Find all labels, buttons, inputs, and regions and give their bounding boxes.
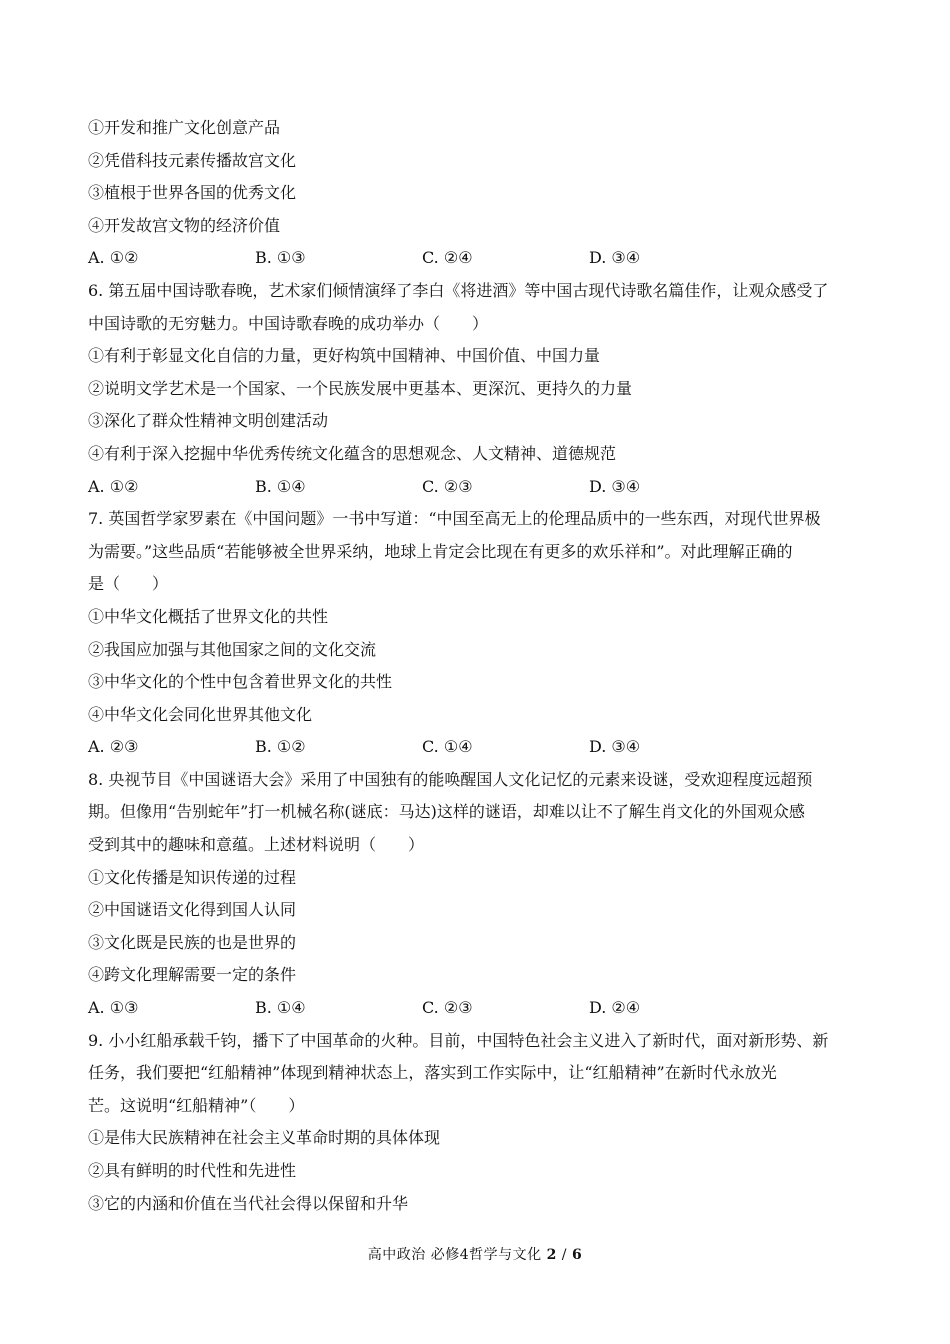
question-7 xyxy=(88,503,860,764)
question-6 xyxy=(88,275,860,503)
question-stem-line: 为需要。”这些品质“若能够被全世界采纳，地球上肯定会比现在有更多的欢乐祥和”。对此理解正确的 xyxy=(88,541,793,561)
footer-course: 高中政治 必修4哲学与文化 xyxy=(367,1247,542,1263)
option-d: D. ③④ xyxy=(589,476,641,496)
question-8 xyxy=(88,764,860,1025)
statement-2: ②说明文学艺术是一个国家、一个民族发展中更基本、更深沉、更持久的力量 xyxy=(88,378,633,398)
statement-1: ①有利于彰显文化自信的力量，更好构筑中国精神、中国价值、中国力量 xyxy=(88,346,601,366)
statement-1: ①是伟大民族精神在社会主义革命时期的具体体现 xyxy=(88,1128,441,1148)
statement-2: ②具有鲜明的时代性和先进性 xyxy=(88,1161,297,1180)
question-stem-line: 7. 英国哲学家罗素在《中国问题》一书中写道：“中国至高无上的伦理品质中的一些东西，对现代世界极 xyxy=(88,509,821,529)
question-stem-line: 芒。这说明“红船精神”（ ） xyxy=(88,1095,305,1115)
footer-page-total: 6 xyxy=(571,1247,583,1263)
statement-3: ③深化了群众性精神文明创建活动 xyxy=(88,411,329,431)
statement-2: ②我国应加强与其他国家之间的文化交流 xyxy=(88,639,377,659)
question-stem-line: 中国诗歌的无穷魅力。中国诗歌春晚的成功举办（ ） xyxy=(88,313,489,333)
question-stem-line: 8. 央视节目《中国谜语大会》采用了中国独有的能唤醒国人文化记忆的元素来设谜，受欢迎程度远超预 xyxy=(88,769,813,789)
option-b: B. ①③ xyxy=(255,248,306,268)
option-c: C. ①④ xyxy=(422,737,473,757)
question-stem-line: 受到其中的趣味和意蕴。上述材料说明（ ） xyxy=(88,835,425,855)
statement-3: ③文化既是民族的也是世界的 xyxy=(88,932,297,952)
option-d: D. ③④ xyxy=(589,248,641,268)
option-a: A. ①② xyxy=(88,248,139,268)
question-stem-line: 是（ ） xyxy=(88,574,169,594)
option-d: D. ③④ xyxy=(589,737,641,757)
option-b: B. ①④ xyxy=(255,476,306,496)
option-a: A. ①③ xyxy=(88,998,139,1018)
statement-2: ②中国谜语文化得到国人认同 xyxy=(88,900,297,920)
statement-4: ④有利于深入挖掘中华优秀传统文化蕴含的思想观念、人文精神、道德规范 xyxy=(88,443,617,463)
statement-4: ④中华文化会同化世界其他文化 xyxy=(88,704,313,724)
answer-options xyxy=(88,731,860,764)
question-stem-line: 期。但像用“告别蛇年”打一机械名称(谜底：马达)这样的谜语，却难以让不了解生肖文化的外国观众感 xyxy=(88,802,805,822)
question-stem-line: 任务，我们要把“红船精神”体现到精神状态上，落实到工作实际中，让“红船精神”在新时代永放光 xyxy=(88,1063,777,1083)
footer-page-number: 2 xyxy=(546,1247,557,1263)
statement-3: ③中华文化的个性中包含着世界文化的共性 xyxy=(88,672,393,692)
answer-options xyxy=(88,992,860,1025)
statement-3: ③植根于世界各国的优秀文化 xyxy=(88,183,297,203)
statement-1: ①中华文化概括了世界文化的共性 xyxy=(88,606,329,626)
option-a: A. ①② xyxy=(88,476,139,496)
statement-4: ④跨文化理解需要一定的条件 xyxy=(88,965,297,985)
statement-1: ①开发和推广文化创意产品 xyxy=(88,118,281,137)
option-c: C. ②③ xyxy=(422,476,473,496)
question-9 xyxy=(88,1025,860,1221)
statement-1: ①文化传播是知识传递的过程 xyxy=(88,867,297,887)
option-b: B. ①④ xyxy=(255,998,306,1018)
statement-4: ④开发故宫文物的经济价值 xyxy=(88,215,281,235)
statement-2: ②凭借科技元素传播故宫文化 xyxy=(88,150,297,170)
question-5-continued xyxy=(88,112,860,275)
question-stem-line: 9. 小小红船承载千钧，播下了中国革命的火种。目前，中国特色社会主义进入了新时代，面对新形势、新 xyxy=(88,1030,829,1050)
statement-3: ③它的内涵和价值在当代社会得以保留和升华 xyxy=(88,1193,409,1213)
page-content xyxy=(88,112,860,1220)
option-c: C. ②④ xyxy=(422,248,473,268)
option-d: D. ②④ xyxy=(589,998,641,1018)
question-stem-line: 6. 第五届中国诗歌春晚，艺术家们倾情演绎了李白《将进酒》等中国古现代诗歌名篇佳作，让观众感受了 xyxy=(88,280,829,300)
page-footer xyxy=(0,1244,950,1264)
option-a: A. ②③ xyxy=(88,737,139,757)
answer-options xyxy=(88,471,860,504)
answer-options xyxy=(88,242,860,275)
option-b: B. ①② xyxy=(255,737,306,757)
footer-separator: / xyxy=(561,1247,568,1263)
option-c: C. ②③ xyxy=(422,998,473,1018)
